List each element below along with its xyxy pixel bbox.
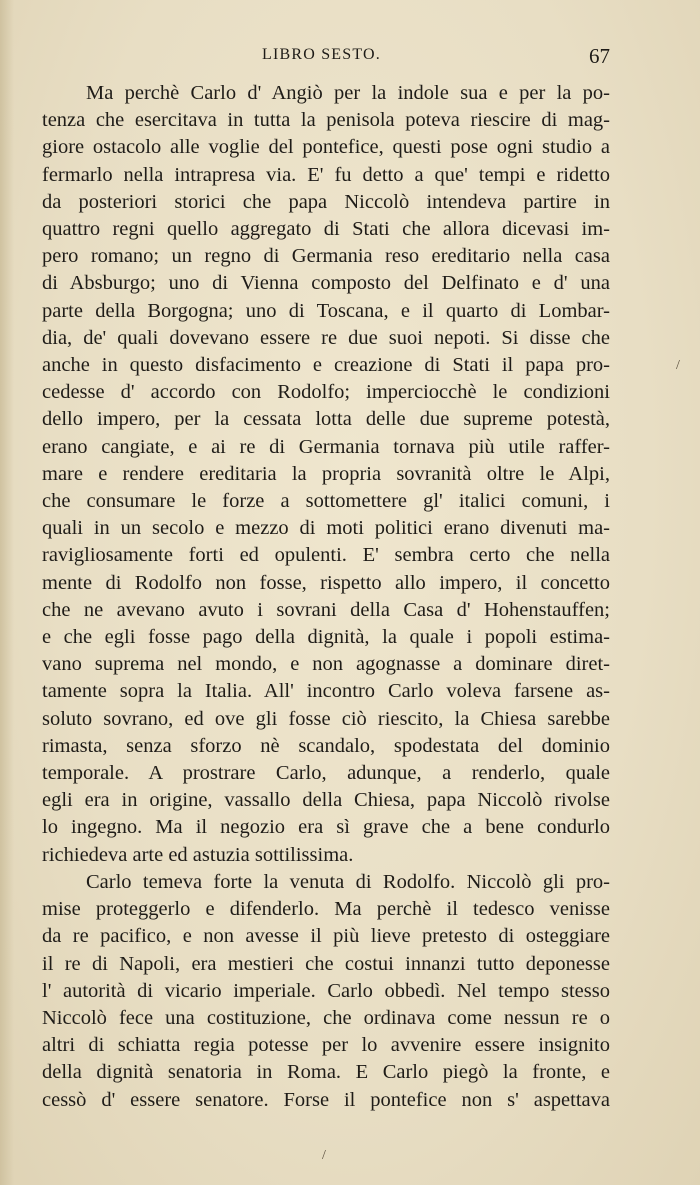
bottom-tick-mark: / [322, 1148, 326, 1163]
gutter-shadow [0, 0, 14, 1185]
text-line: Carlo temeva forte la venuta di Rodolfo. Niccolò gli pro- [86, 870, 610, 893]
text-line: altri di schiatta regia potesse per lo avvenire essere insignito [42, 1034, 610, 1057]
text-line: e che egli fosse pago della dignità, la quale i popoli estima- [42, 626, 610, 649]
text-line: cessò d' essere senatore. Forse il pontefice non s' aspettava [42, 1088, 610, 1111]
page-header [40, 44, 610, 74]
text-line: cedesse d' accordo con Rodolfo; imperciocchè le condizioni [42, 381, 610, 404]
text-line: lo ingegno. Ma il negozio era sì grave che a bene condurlo [42, 816, 610, 839]
running-head: LIBRO SESTO. [262, 46, 382, 63]
text-line: Niccolò fece una costituzione, che ordinava come nessun re o [42, 1006, 610, 1029]
text-line: che ne avevano avuto i sovrani della Casa d' Hohenstauffen; [42, 598, 610, 621]
text-line: tamente sopra la Italia. All' incontro Carlo voleva farsene as- [42, 680, 610, 703]
text-line: mise proteggerlo e difenderlo. Ma perchè il tedesco venisse [42, 898, 610, 921]
text-line: parte della Borgogna; uno di Toscana, e il quarto di Lombar- [42, 299, 610, 322]
text-line: quali in un secolo e mezzo di moti politici erano divenuti ma- [42, 517, 610, 540]
text-line: quattro regni quello aggregato di Stati che allora dicevasi im- [42, 218, 610, 241]
text-line: pero romano; un regno di Germania reso ereditario nella casa [42, 245, 610, 268]
page-number: 67 [589, 44, 610, 68]
text-line: dello impero, per la cessata lotta delle due supreme potestà, [42, 408, 610, 431]
text-line: vano suprema nel mondo, e non agognasse a dominare diret- [42, 653, 610, 676]
text-line: il re di Napoli, era mestieri che costui innanzi tutto deponesse [42, 952, 610, 975]
text-line: temporale. A prostrare Carlo, adunque, a renderlo, quale [42, 762, 610, 785]
text-line: giore ostacolo alle voglie del pontefice, questi pose ogni studio a [42, 136, 610, 159]
paragraph [42, 80, 610, 869]
text-line: Ma perchè Carlo d' Angiò per la indole sua e per la po- [86, 82, 610, 104]
text-line: dia, de' quali dovevano essere re due suoi nepoti. Si disse che [42, 326, 610, 349]
text-line: anche in questo disfacimento e creazione di Stati il papa pro- [42, 354, 610, 377]
text-line: ravigliosamente forti ed opulenti. E' sembra certo che nella [42, 544, 610, 567]
text-line: che consumare le forze a sottomettere gl' italici comuni, i [42, 490, 610, 513]
text-line: mare e rendere ereditaria la propria sovranità oltre le Alpi, [42, 462, 610, 485]
text-line: da posteriori storici che papa Niccolò intendeva partire in [42, 190, 610, 213]
text-line: tenza che esercitava in tutta la penisola poteva riescire di mag- [42, 109, 610, 132]
paragraph [42, 869, 610, 1114]
text-line: erano cangiate, e ai re di Germania tornava più utile raffer- [42, 435, 610, 458]
text-line: da re pacifico, e non avesse il più lieve pretesto di osteggiare [42, 925, 610, 948]
body-text [42, 80, 610, 1114]
text-line: mente di Rodolfo non fosse, rispetto allo impero, il concetto [42, 571, 610, 594]
text-line: di Absburgo; uno di Vienna composto del Delfinato e d' una [42, 272, 610, 295]
text-line: della dignità senatoria in Roma. E Carlo piegò la fronte, e [42, 1061, 610, 1084]
text-line: fermarlo nella intrapresa via. E' fu detto a que' tempi e ridetto [42, 163, 610, 186]
text-line: soluto sovrano, ed ove gli fosse ciò riescito, la Chiesa sarebbe [42, 707, 610, 730]
text-line: egli era in origine, vassallo della Chiesa, papa Niccolò rivolse [42, 789, 610, 812]
text-line: l' autorità di vicario imperiale. Carlo obbedì. Nel tempo stesso [42, 979, 610, 1002]
margin-tick-mark: / [676, 358, 680, 373]
text-line: richiedeva arte ed astuzia sottilissima. [42, 843, 354, 866]
text-line: rimasta, senza sforzo nè scandalo, spodestata del dominio [42, 734, 610, 757]
